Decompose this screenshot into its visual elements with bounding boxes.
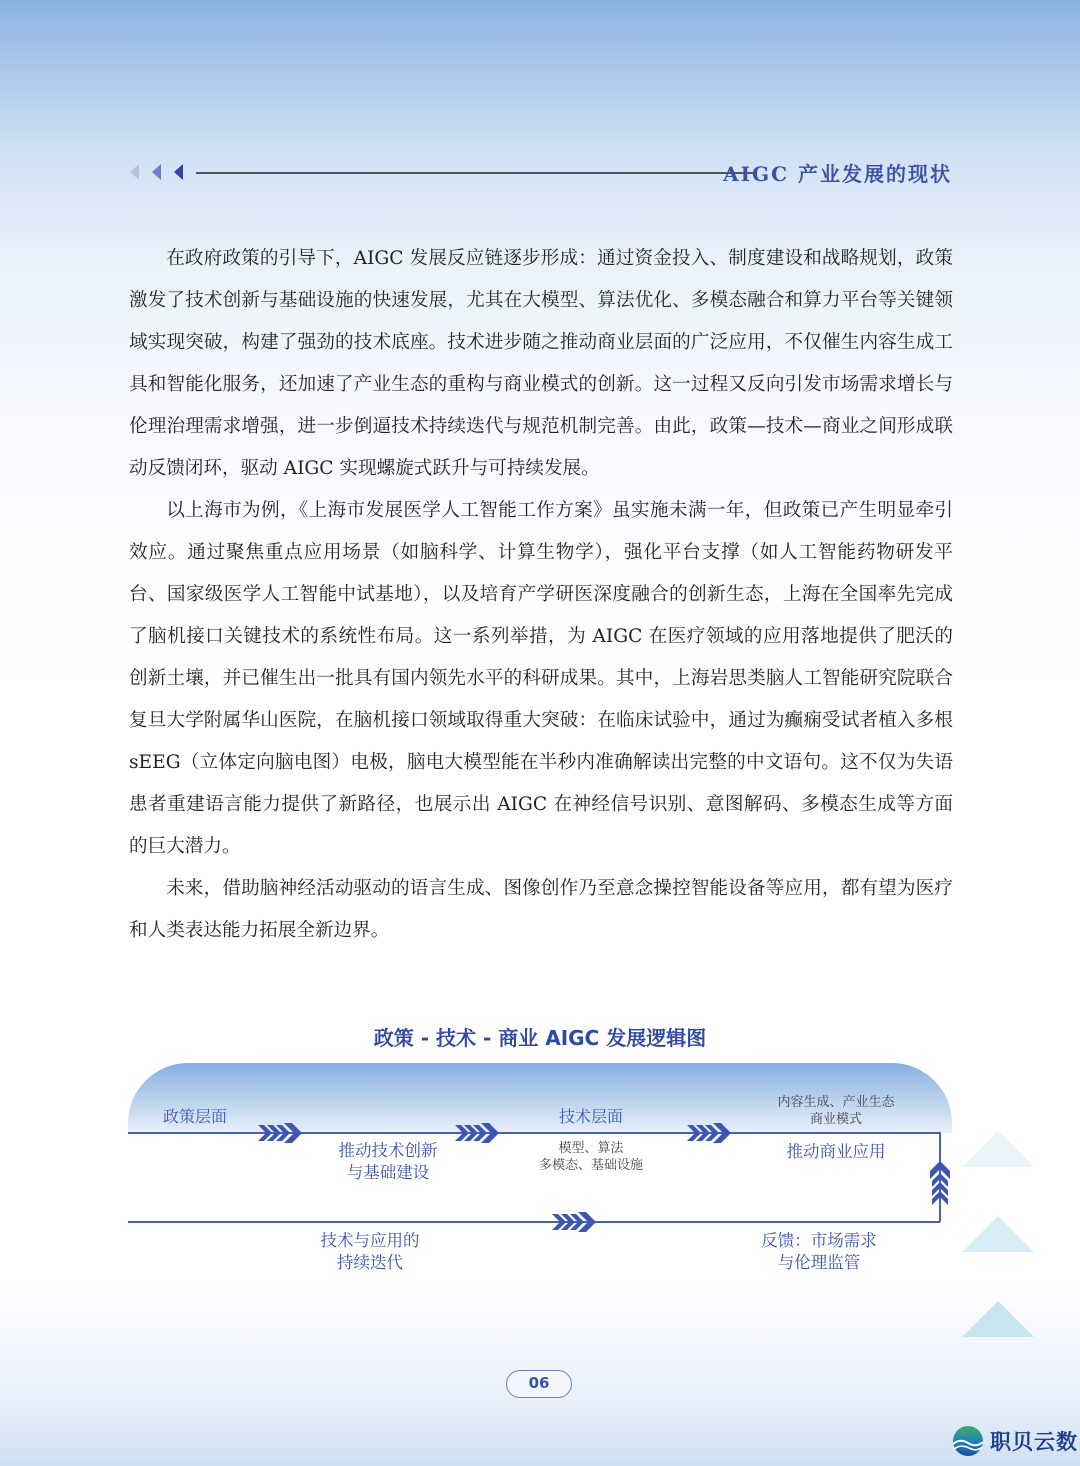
label-iterate: 技术与应用的 持续迭代 <box>320 1231 420 1272</box>
brand-watermark <box>950 1424 1078 1458</box>
arrow-right-icon <box>258 1123 302 1143</box>
paragraph: 以上海市为例，《上海市发展医学人工智能工作方案》虽实施未满一年，但政策已产生明显牵引效应。通过聚焦重点应用场景（如脑科学、计算生物学），强化平台支撑（如人工智能药物研发平台、国家级医学人工智能中试基地），以及培育产学研医深度融合的创新生态，上海在全国率先完成了脑机接口关键技术的系统性布局。这一系列举措，为 AIGC 在医疗领域的应用落地提供了肥沃的创新土壤，并已催生出一批具有国内领先水平的科研成果。其中，上海岩思类脑人工智能研究院联合复旦大学附属华山医院，在脑机接口领域取得重大突破：在临床试验中，通过为癫痫受试者植入多根 sEEG（立体定向脑电图）电极，脑电大模型能在半秒内准确解读出完整的中文语句。这不仅为失语患者重建语言能力提供了新路径，也展示出 AIGC 在神经信号识别、意图解码、多模态生成等方面的巨大潜力。 <box>129 500 953 857</box>
arrow-up-icon <box>930 1161 950 1205</box>
label-feedback: 反馈：市场需求 与伦理监管 <box>761 1231 877 1272</box>
diagram-title: 政策 - 技术 - 商业 AIGC 发展逻辑图 <box>373 1026 707 1050</box>
label-policy-layer: 政策层面 <box>162 1107 227 1126</box>
chevron-left-icon <box>130 164 139 180</box>
paragraph: 未来，借助脑神经活动驱动的语言生成、图像创作乃至意念操控智能设备等应用，都有望为医疗和人类表达能力拓展全新边界。 <box>129 878 953 941</box>
arrow-right-icon <box>687 1123 731 1143</box>
decorative-triangle-icon <box>962 1216 1034 1252</box>
header-chevrons <box>130 164 183 180</box>
label-drive-business: 推动商业应用 <box>786 1142 886 1161</box>
decorative-triangle-icon <box>962 1301 1034 1337</box>
brand-logo-icon <box>950 1424 986 1458</box>
brand-name: 职贝云数 <box>990 1430 1078 1454</box>
section-header <box>130 158 952 188</box>
page-number: 06 <box>506 1370 572 1398</box>
logic-diagram <box>128 1063 952 1303</box>
flow-line-top <box>128 1132 940 1134</box>
chevron-left-icon <box>152 164 161 180</box>
label-business-layer: 内容生成、产业生态 商业模式 <box>777 1095 895 1127</box>
article-body <box>129 238 953 952</box>
paragraph: 在政府政策的引导下，AIGC 发展反应链逐步形成：通过资金投入、制度建设和战略规划，政策激发了技术创新与基础设施的快速发展，尤其在大模型、算法优化、多模态融合和算力平台等关键领域实现突破，构建了强劲的技术底座。技术进步随之推动商业层面的广泛应用，不仅催生内容生成工具和智能化服务，还加速了产业生态的重构与商业模式的创新。这一过程又反向引发市场需求增长与伦理治理需求增强，进一步倒逼技术持续迭代与规范机制完善。由此，政策—技术—商业之间形成联动反馈闭环，驱动 AIGC 实现螺旋式跃升与可持续发展。 <box>129 248 953 479</box>
flow-line-bottom <box>128 1221 940 1223</box>
section-title: AIGC 产业发展的现状 <box>723 162 952 186</box>
arrow-right-icon <box>455 1123 499 1143</box>
label-tech-detail: 模型、算法 多模态、基础设施 <box>538 1141 643 1173</box>
label-drive-tech: 推动技术创新 与基础建设 <box>338 1141 438 1182</box>
arrow-right-icon <box>552 1212 596 1232</box>
chevron-left-icon <box>174 164 183 180</box>
decorative-triangle-icon <box>962 1131 1034 1167</box>
label-tech-layer: 技术层面 <box>558 1107 623 1126</box>
header-divider <box>196 172 756 174</box>
